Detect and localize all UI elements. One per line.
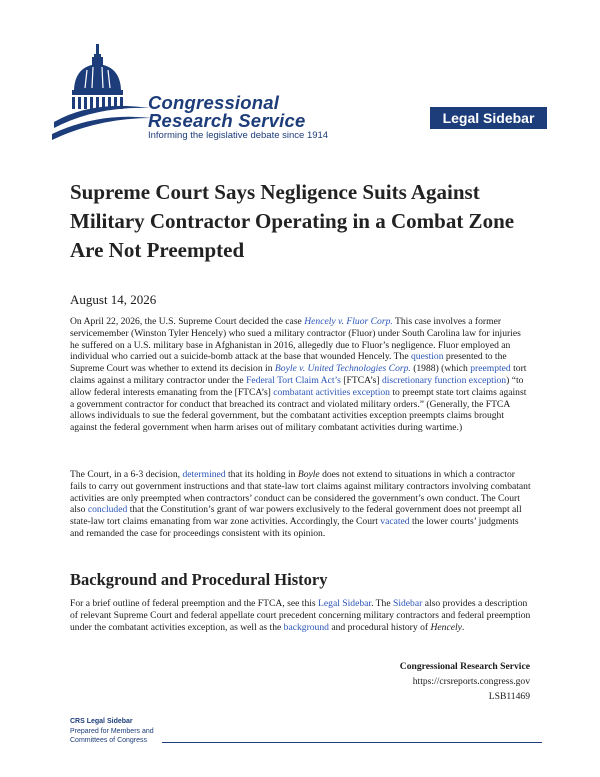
link-hencely-v-fluor[interactable]: Hencely v. Fluor Corp.: [304, 316, 393, 327]
text: . The: [371, 598, 393, 609]
section-heading: Background and Procedural History: [70, 570, 328, 589]
legal-sidebar-badge: Legal Sidebar: [430, 107, 547, 129]
link-combatant-activities-exception[interactable]: combatant activities exception: [273, 386, 390, 398]
text: that the Constitution’s grant of war powers exclusively to the federal government does not preempt all state-law tort claims emanating from war zone activities. Accordingly, the Court: [70, 504, 522, 528]
signature-org: Congressional Research Service: [399, 661, 530, 672]
org-name-line2: Research Service: [148, 110, 306, 131]
text: For a brief outline of federal preemption and the FTCA, see this: [70, 598, 319, 609]
link-sidebar[interactable]: Sidebar: [393, 598, 423, 609]
text: [FTCA’s]: [340, 374, 382, 386]
paragraph-intro: [70, 316, 532, 434]
crs-logo: [52, 42, 352, 142]
text: This case involves a former servicemember (Winston Tyler Hencely) who sued a military contractor (Fluor) under South Carolina law for injuries he suffered on a U.S. military base in Afghanistan in 2016, allegedly due to Fluor’s negligence. Fluor employed an individual who carried out a suicide-bomb attack at the base that wounded Hencely. The: [70, 316, 521, 363]
case-name-italic: Hencely: [430, 621, 462, 633]
text: On April 22, 2026, the U.S. Supreme Court decided the case: [70, 316, 305, 327]
footer-series: CRS Legal Sidebar: [70, 718, 133, 725]
link-concluded[interactable]: concluded: [87, 504, 128, 516]
text: tort claims against a military contractor under the: [70, 363, 527, 386]
footer: [70, 717, 154, 746]
footer-committees: Committees of Congress: [70, 737, 148, 744]
text: and procedural history of: [328, 621, 431, 633]
link-vacated[interactable]: vacated: [380, 516, 410, 528]
text: to preempt state tort claims against a government contractor for conduct that breached its contract and violated military orders.” (Generally, the FTCA allows individuals to sue the federal government, but the combatant activities exception preempts claims brought against the federal government when harm arises out of military combatant activities during wartime.): [70, 386, 527, 434]
publication-date: August 14, 2026: [70, 292, 157, 307]
case-name-italic: Boyle: [297, 469, 320, 480]
footer-divider: [162, 742, 542, 743]
link-federal-tort-claim-act[interactable]: Federal Tort Claim Act’s: [246, 374, 341, 386]
signature-url: https://crsreports.congress.gov: [412, 676, 530, 687]
footer-prepared-for: Prepared for Members and: [70, 727, 154, 735]
org-name-line1: Congressional: [148, 92, 280, 113]
capitol-dome-icon: [52, 42, 152, 142]
text: also provides a description of relevant Supreme Court and federal appellate court precedent concerning military contractors and federal preemption under the combatant activities exception, as well as the: [70, 598, 531, 633]
text: presented to the Supreme Court was whether to extend its decision in: [70, 351, 507, 375]
text: .: [461, 621, 465, 633]
text: ) “to allow federal interests emanating from the [FTCA’s]: [70, 374, 524, 398]
link-boyle-v-united-technologies[interactable]: Boyle v. United Technologies Corp.: [274, 363, 411, 375]
report-code: LSB11469: [488, 691, 530, 702]
text: that its holding in: [225, 469, 298, 480]
link-preempted[interactable]: preempted: [470, 363, 511, 375]
text: (1988) (which: [410, 363, 471, 375]
link-question[interactable]: question: [411, 351, 444, 363]
link-background[interactable]: background: [283, 621, 329, 633]
page-title: Supreme Court Says Negligence Suits Against Military Contractor Operating in a Combat Zone Are Not Preempted: [70, 180, 515, 262]
org-tagline: Informing the legislative debate since 1914: [148, 130, 329, 141]
link-legal-sidebar[interactable]: Legal Sidebar: [318, 598, 372, 609]
paragraph-background: [70, 598, 532, 633]
link-determined[interactable]: determined: [182, 469, 226, 480]
text: The Court, in a 6-3 decision,: [70, 469, 183, 480]
paragraph-decision: [70, 469, 532, 540]
link-discretionary-function-exception[interactable]: discretionary function exception: [381, 374, 507, 386]
text: does not extend to situations in which a contractor fails to carry out government instructions and that state-law tort claims against military contractors involving combatant activities are only preempted when contractors’ conduct can be considered the government’s own conduct. The Court also: [70, 469, 531, 516]
text: the lower courts’ judgments and remanded the case for proceedings consistent with its opinion.: [70, 516, 519, 539]
